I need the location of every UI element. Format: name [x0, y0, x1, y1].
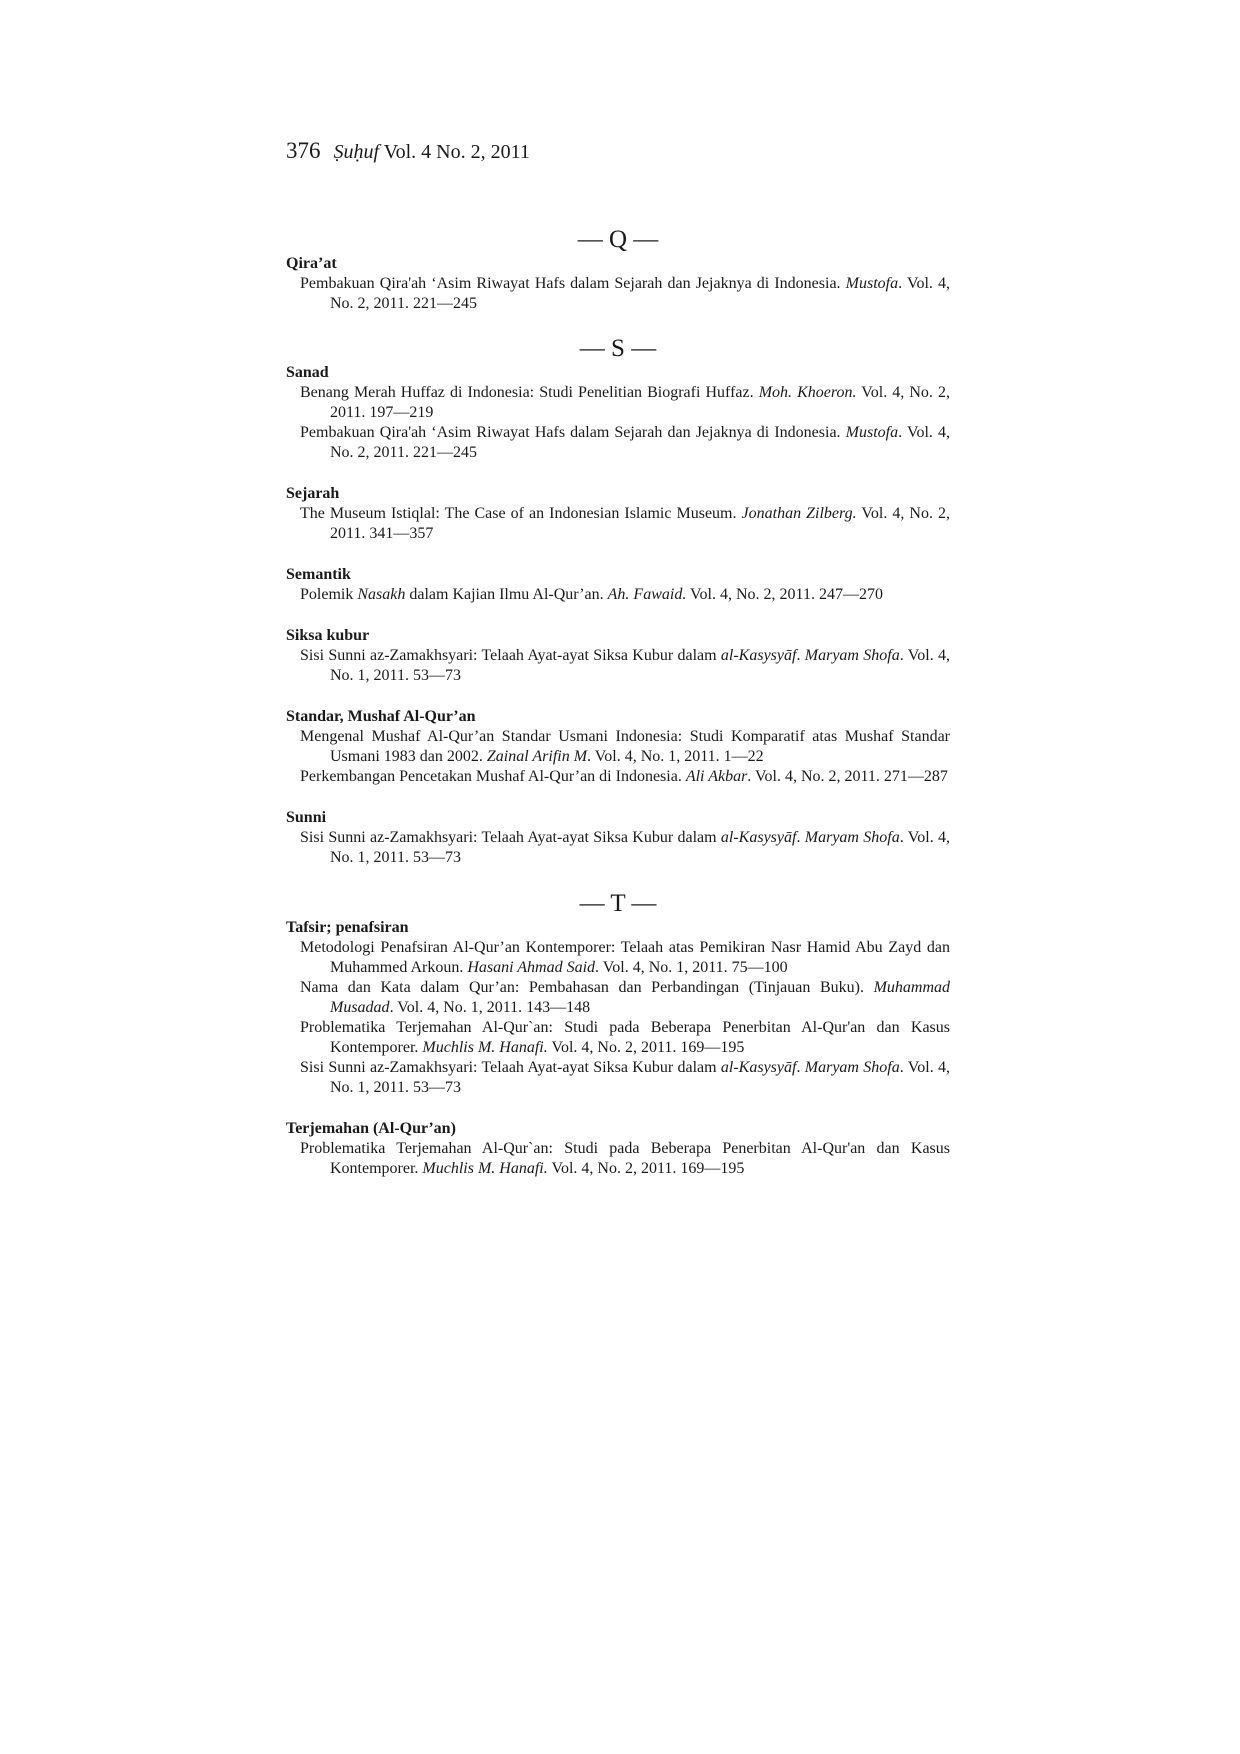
- term-label: Sanad: [286, 364, 329, 381]
- index-term-qiraat: [286, 254, 950, 314]
- term-label: Siksa kubur: [286, 627, 370, 644]
- index-entry: Metodologi Penafsiran Al-Qur’an Kontemporer: Telaah atas Pemikiran Nasr Hamid Abu Zayd dan Muhammed Arkoun. Hasani Ahmad Said. Vol. 4, No. 1, 2011. 75—100: [300, 939, 950, 976]
- index-entry: Sisi Sunni az-Zamakhsyari: Telaah Ayat-ayat Siksa Kubur dalam al-Kasysyāf. Maryam Shofa. Vol. 4, No. 1, 2011. 53—73: [300, 1059, 951, 1096]
- index-term-terjemahan: [286, 1119, 950, 1179]
- running-head: [286, 138, 530, 165]
- index-term-siksa-kubur: [286, 626, 950, 686]
- letter-heading-s: — S —: [579, 335, 657, 362]
- term-label: Standar, Mushaf Al-Qur’an: [286, 708, 476, 725]
- index-term-sunni: [286, 808, 950, 868]
- subject-index: [286, 226, 950, 1200]
- index-term-sejarah: [286, 484, 950, 544]
- index-entry: Sisi Sunni az-Zamakhsyari: Telaah Ayat-ayat Siksa Kubur dalam al-Kasysyāf. Maryam Shofa. Vol. 4, No. 1, 2011. 53—73: [300, 829, 951, 866]
- term-label: Terjemahan (Al-Qur’an): [286, 1120, 456, 1137]
- index-entry: Perkembangan Pencetakan Mushaf Al-Qur’an di Indonesia. Ali Akbar. Vol. 4, No. 2, 2011. 271—287: [300, 768, 948, 785]
- term-label: Qira’at: [286, 255, 337, 272]
- letter-heading-q: — Q —: [577, 226, 659, 253]
- letter-heading-t: — T —: [579, 890, 657, 917]
- journal-name: Ṣuḥuf: [333, 141, 380, 163]
- index-term-standar-mushaf: [286, 707, 950, 787]
- index-entry: Pembakuan Qira'ah ‘Asim Riwayat Hafs dalam Sejarah dan Jejaknya di Indonesia. Mustofa. Vol. 4, No. 2, 2011. 221—245: [300, 275, 951, 312]
- index-entry: Pembakuan Qira'ah ‘Asim Riwayat Hafs dalam Sejarah dan Jejaknya di Indonesia. Mustofa. Vol. 4, No. 2, 2011. 221—245: [300, 424, 951, 461]
- index-term-semantik: [286, 565, 950, 605]
- index-entry: Nama dan Kata dalam Qur’an: Pembahasan dan Perbandingan (Tinjauan Buku). Muhammad Musadad. Vol. 4, No. 1, 2011. 143—148: [300, 979, 951, 1016]
- term-label: Semantik: [286, 566, 351, 583]
- page-number: 376: [286, 138, 321, 163]
- term-label: Sunni: [286, 809, 327, 826]
- term-label: Sejarah: [286, 485, 340, 502]
- index-entry: Benang Merah Huffaz di Indonesia: Studi Penelitian Biografi Huffaz. Moh. Khoeron. Vol. 4, No. 2, 2011. 197—219: [300, 384, 950, 421]
- index-entry: Mengenal Mushaf Al-Qur’an Standar Usmani Indonesia: Studi Komparatif atas Mushaf Standar Usmani 1983 dan 2002. Zainal Arifin M. Vol. 4, No. 1, 2011. 1—22: [300, 728, 950, 765]
- journal-issue: Vol. 4 No. 2, 2011: [383, 141, 530, 163]
- index-term-sanad: [286, 363, 950, 463]
- index-entry: Problematika Terjemahan Al-Qur`an: Studi pada Beberapa Penerbitan Al-Qur'an dan Kasus Kontemporer. Muchlis M. Hanafi. Vol. 4, No. 2, 2011. 169—195: [300, 1140, 950, 1177]
- index-entry: Sisi Sunni az-Zamakhsyari: Telaah Ayat-ayat Siksa Kubur dalam al-Kasysyāf. Maryam Shofa. Vol. 4, No. 1, 2011. 53—73: [300, 647, 951, 684]
- index-entry: Problematika Terjemahan Al-Qur`an: Studi pada Beberapa Penerbitan Al-Qur'an dan Kasus Kontemporer. Muchlis M. Hanafi. Vol. 4, No. 2, 2011. 169—195: [300, 1019, 950, 1056]
- index-entry: The Museum Istiqlal: The Case of an Indonesian Islamic Museum. Jonathan Zilberg. Vol. 4, No. 2, 2011. 341—357: [300, 505, 951, 542]
- index-term-tafsir: [286, 918, 950, 1098]
- term-label: Tafsir; penafsiran: [286, 919, 409, 936]
- index-entry: Polemik Nasakh dalam Kajian Ilmu Al-Qur’an. Ah. Fawaid. Vol. 4, No. 2, 2011. 247—270: [300, 586, 883, 603]
